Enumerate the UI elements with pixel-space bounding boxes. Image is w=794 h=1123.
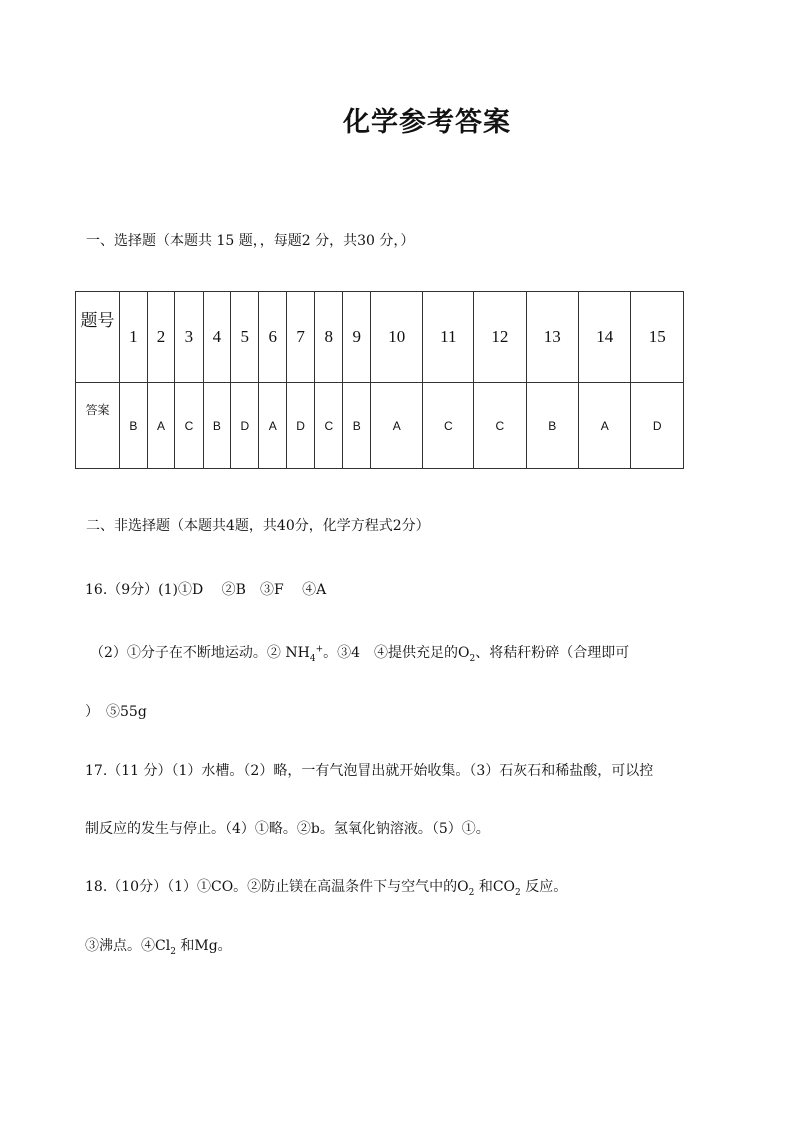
q18-text-c: 反应。: [520, 879, 568, 895]
table-row-numbers: [76, 292, 684, 383]
question-number: 10: [371, 292, 423, 383]
question-number: 3: [175, 292, 203, 383]
question-number: 1: [120, 292, 148, 383]
q18-text-a: 18.（10分）（1）①CO。②防止镁在高温条件下与空气中的O: [85, 879, 469, 895]
answer-cell: B: [120, 383, 148, 469]
q16-text-a: （2）①分子在不断地运动。② NH: [90, 645, 310, 661]
question-number: 6: [259, 292, 287, 383]
q16-subscript-2: 2: [469, 653, 476, 664]
q16-subscript: 4: [309, 653, 316, 664]
answer-cell: C: [474, 383, 526, 469]
question-number: 14: [578, 292, 630, 383]
q18-text-e: 和Mg。: [175, 938, 232, 954]
q18-text-b: 和CO: [474, 879, 516, 895]
section1-heading: 一、选择题（本题共 15 题，，每题2 分，共30 分，）: [86, 233, 415, 249]
answer-cell: A: [578, 383, 630, 469]
answer-cell: B: [526, 383, 578, 469]
q16-line2: [90, 642, 629, 664]
answer-cell: D: [287, 383, 315, 469]
answer-cell: A: [259, 383, 287, 469]
q16-line1: 16.（9分）(1)①D ②B ③F ④A: [85, 582, 327, 598]
q18-subscript-3: 2: [170, 946, 176, 957]
question-number: 8: [315, 292, 343, 383]
q18-subscript-1: 2: [468, 887, 475, 898]
section2-heading: 二、非选择题（本题共4题，共40分，化学方程式2分）: [86, 518, 430, 534]
answer-cell: C: [315, 383, 343, 469]
q17-line1: 17.（11 分）（1）水槽。（2）略，一有气泡冒出就开始收集。（3）石灰石和稀盐酸，可以控: [85, 763, 654, 779]
question-number: 11: [423, 292, 474, 383]
question-number: 2: [147, 292, 175, 383]
q16-line3: ） ⑤55g: [85, 704, 147, 720]
answer-cell: C: [423, 383, 474, 469]
answer-cell: B: [203, 383, 231, 469]
question-number: 7: [287, 292, 315, 383]
table-row-answers: [76, 383, 684, 469]
answer-cell: A: [147, 383, 175, 469]
row-label-number: 题号: [76, 292, 120, 383]
q17-line2: 制反应的发生与停止。（4）①略。②b。氢氧化钠溶液。（5）①。: [85, 821, 490, 837]
q18-line2: [85, 935, 232, 957]
row-label-answer: 答案: [76, 383, 120, 469]
answer-cell: D: [631, 383, 684, 469]
page-title: 化学参考答案: [343, 107, 511, 138]
question-number: 9: [343, 292, 371, 383]
answer-table: [75, 291, 684, 469]
question-number: 5: [231, 292, 259, 383]
answer-cell: D: [231, 383, 259, 469]
q16-text-b: 。③4 ④提供充足的O: [323, 645, 470, 661]
answer-cell: B: [343, 383, 371, 469]
answer-cell: C: [175, 383, 203, 469]
q16-superscript: +: [315, 644, 324, 655]
answer-cell: A: [371, 383, 423, 469]
q18-line1: [85, 876, 567, 898]
q18-text-d: ③沸点。④Cl: [85, 938, 171, 954]
question-number: 4: [203, 292, 231, 383]
question-number: 13: [526, 292, 578, 383]
q18-subscript-2: 2: [515, 887, 521, 898]
q16-text-c: 、将秸秆粉碎（合理即可: [475, 645, 630, 661]
question-number: 15: [631, 292, 684, 383]
question-number: 12: [474, 292, 526, 383]
